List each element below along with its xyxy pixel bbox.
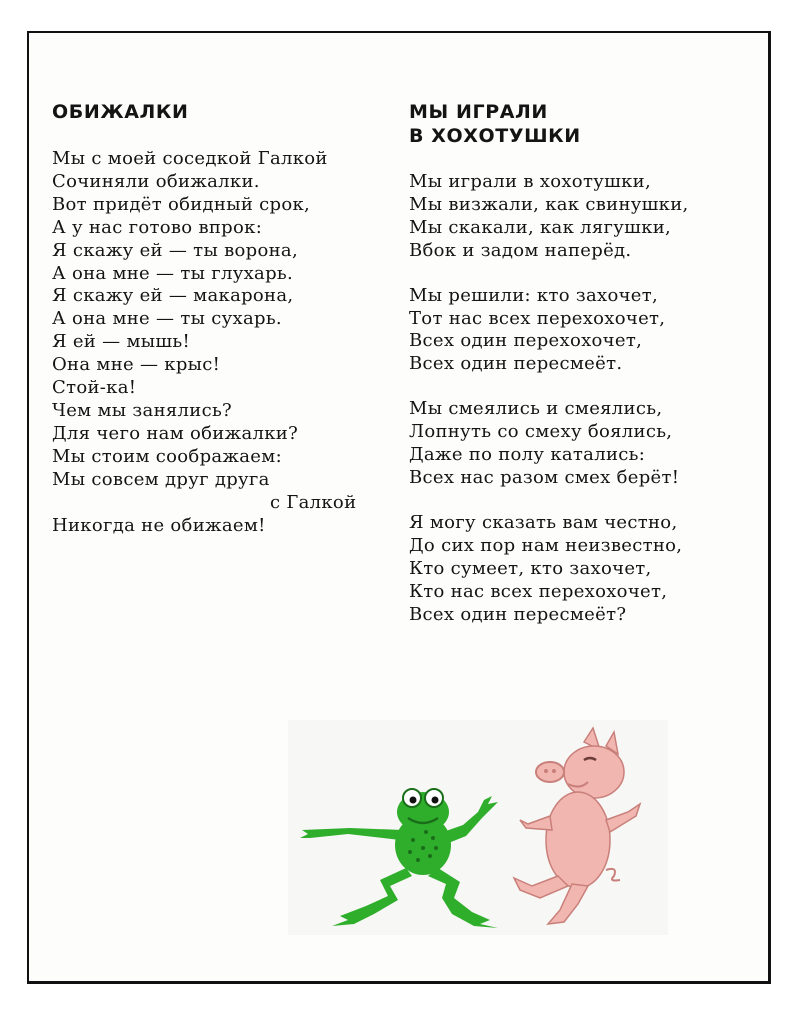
poem-line: Сочиняли обижалки.	[52, 170, 260, 192]
poem-lines-right	[409, 171, 749, 626]
poem-line: Для чего нам обижалки?	[52, 422, 299, 444]
poem-line: Мы смеялись и смеялись,	[409, 398, 663, 420]
poem-line: Кто нас всех перехохочет,	[409, 580, 668, 602]
poem-line: Мы решили: кто захочет,	[409, 284, 659, 306]
poem-line: Всех один перехохочет,	[409, 330, 643, 352]
poem-line: Вот придёт обидный срок,	[52, 193, 311, 215]
poem-line: Всех один пересмеёт?	[409, 603, 627, 625]
poem-line: Мы с моей соседкой Галкой	[52, 148, 328, 169]
poem-line: Вбок и задом наперёд.	[409, 239, 632, 261]
poem-line: Тот нас всех перехохочет,	[409, 307, 666, 329]
frog-and-pig-illustration	[288, 720, 668, 935]
stanza	[409, 285, 749, 377]
poem-line: А у нас готово впрок:	[52, 216, 263, 238]
poem-line: Чем мы занялись?	[52, 399, 233, 421]
poem-line: До сих пор нам неизвестно,	[409, 534, 683, 556]
stanza	[409, 398, 749, 490]
poem-line: Лопнуть со смеху боялись,	[409, 421, 673, 443]
poem-line: Мы стоим соображаем:	[52, 445, 282, 467]
poem-title-left: ОБИЖАЛКИ	[52, 101, 189, 123]
poem-line: Я скажу ей — ты ворона,	[52, 239, 298, 261]
poem-line: А она мне — ты глухарь.	[52, 262, 294, 284]
poem-lines-left	[52, 148, 392, 537]
poem-line: Мы визжали, как свинушки,	[409, 193, 689, 215]
poem-line: Я могу сказать вам честно,	[409, 511, 678, 533]
poem-line: Всех нас разом смех берёт!	[409, 466, 680, 488]
poem-line: Мы играли в хохотушки,	[409, 171, 651, 192]
poem-obizhalki	[52, 100, 392, 537]
poem-line: Никогда не обижаем!	[52, 514, 266, 536]
poem-line: с Галкой	[270, 491, 357, 513]
poem-title-right: МЫ ИГРАЛИ В ХОХОТУШКИ	[409, 101, 581, 147]
poem-line: Всех один пересмеёт.	[409, 353, 623, 375]
poem-my-igrali-v-khokhotushki	[409, 100, 749, 648]
poem-line: Я скажу ей — макарона,	[52, 285, 294, 307]
poem-line: А она мне — ты сухарь.	[52, 308, 282, 330]
poem-line: Стой-ка!	[52, 377, 137, 399]
stanza	[409, 512, 749, 627]
stanza	[409, 171, 749, 263]
poem-line: Я ей — мышь!	[52, 331, 191, 353]
poem-line: Мы скакали, как лягушки,	[409, 216, 672, 238]
poem-line: Она мне — крыс!	[52, 354, 221, 376]
poem-line: Мы совсем друг друга	[52, 468, 270, 490]
poem-line: Кто сумеет, кто захочет,	[409, 557, 652, 579]
poem-line: Даже по полу катались:	[409, 444, 646, 466]
